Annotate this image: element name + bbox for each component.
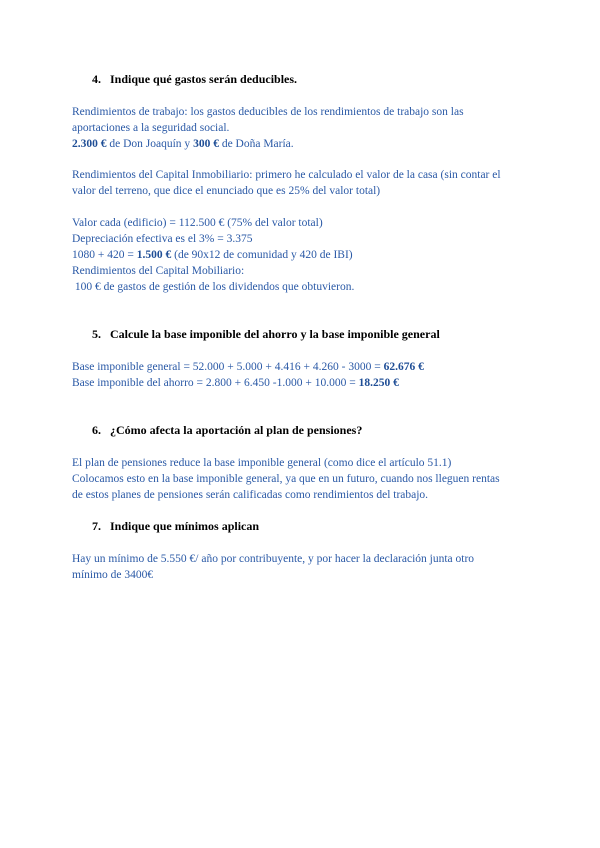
paragraph-line: Rendimientos del Capital Inmobiliario: primero he calculado el valor de la casa (sin contar el bbox=[72, 169, 501, 181]
paragraph-line: valor del terreno, que dice el enunciado que es 25% del valor total) bbox=[72, 185, 381, 197]
highlight-amount: 1.500 € bbox=[136, 249, 172, 261]
heading-title: ¿Cómo afecta la aportación al plan de pensiones? bbox=[110, 423, 363, 437]
paragraph-line: Base imponible del ahorro = 2.800 + 6.450 -1.000 + 10.000 = 18.250 € bbox=[72, 377, 399, 389]
paragraph-line: Rendimientos de trabajo: los gastos deducibles de los rendimientos de trabajo son las bbox=[72, 106, 464, 118]
paragraph-line: Base imponible general = 52.000 + 5.000 + 4.416 + 4.260 - 3000 = 62.676 € bbox=[72, 361, 424, 373]
heading-title: Indique que mínimos aplican bbox=[110, 519, 260, 533]
paragraph-line: de estos planes de pensiones serán calificadas como rendimientos del trabajo. bbox=[72, 489, 429, 501]
heading-number: 6. bbox=[92, 423, 101, 437]
paragraph-line: Valor cada (edificio) = 112.500 € (75% del valor total) bbox=[72, 217, 323, 229]
heading-section-7 bbox=[92, 519, 259, 534]
heading-title: Calcule la base imponible del ahorro y la base imponible general bbox=[110, 327, 440, 341]
paragraph-line: 1080 + 420 = 1.500 € (de 90x12 de comunidad y 420 de IBI) bbox=[72, 249, 353, 261]
paragraph-line: El plan de pensiones reduce la base imponible general (como dice el artículo 51.1) bbox=[72, 457, 452, 469]
heading-number: 5. bbox=[92, 327, 101, 341]
heading-section-4 bbox=[92, 72, 297, 87]
highlight-amount: 62.676 € bbox=[383, 361, 424, 373]
heading-number: 7. bbox=[92, 519, 101, 533]
heading-section-5 bbox=[92, 327, 440, 342]
highlight-amount: 2.300 € bbox=[72, 138, 107, 150]
paragraph-line: 100 € de gastos de gestión de los dividendos que obtuvieron. bbox=[72, 281, 355, 293]
heading-number: 4. bbox=[92, 72, 101, 86]
paragraph-line: mínimo de 3400€ bbox=[72, 569, 154, 581]
paragraph-line: Colocamos esto en la base imponible general, ya que en un futuro, cuando nos lleguen rentas bbox=[72, 473, 500, 485]
paragraph-line: Depreciación efectiva es el 3% = 3.375 bbox=[72, 233, 253, 245]
paragraph-line: 2.300 € de Don Joaquín y 300 € de Doña María. bbox=[72, 138, 294, 150]
heading-title: Indique qué gastos serán deducibles. bbox=[110, 72, 298, 86]
heading-section-6 bbox=[92, 423, 362, 438]
highlight-amount: 300 € bbox=[193, 138, 219, 150]
paragraph-line: Rendimientos del Capital Mobiliario: bbox=[72, 265, 245, 277]
paragraph-line: Hay un mínimo de 5.550 €/ año por contribuyente, y por hacer la declaración junta otro bbox=[72, 553, 475, 565]
paragraph-line: aportaciones a la seguridad social. bbox=[72, 122, 230, 134]
highlight-amount: 18.250 € bbox=[358, 377, 399, 389]
